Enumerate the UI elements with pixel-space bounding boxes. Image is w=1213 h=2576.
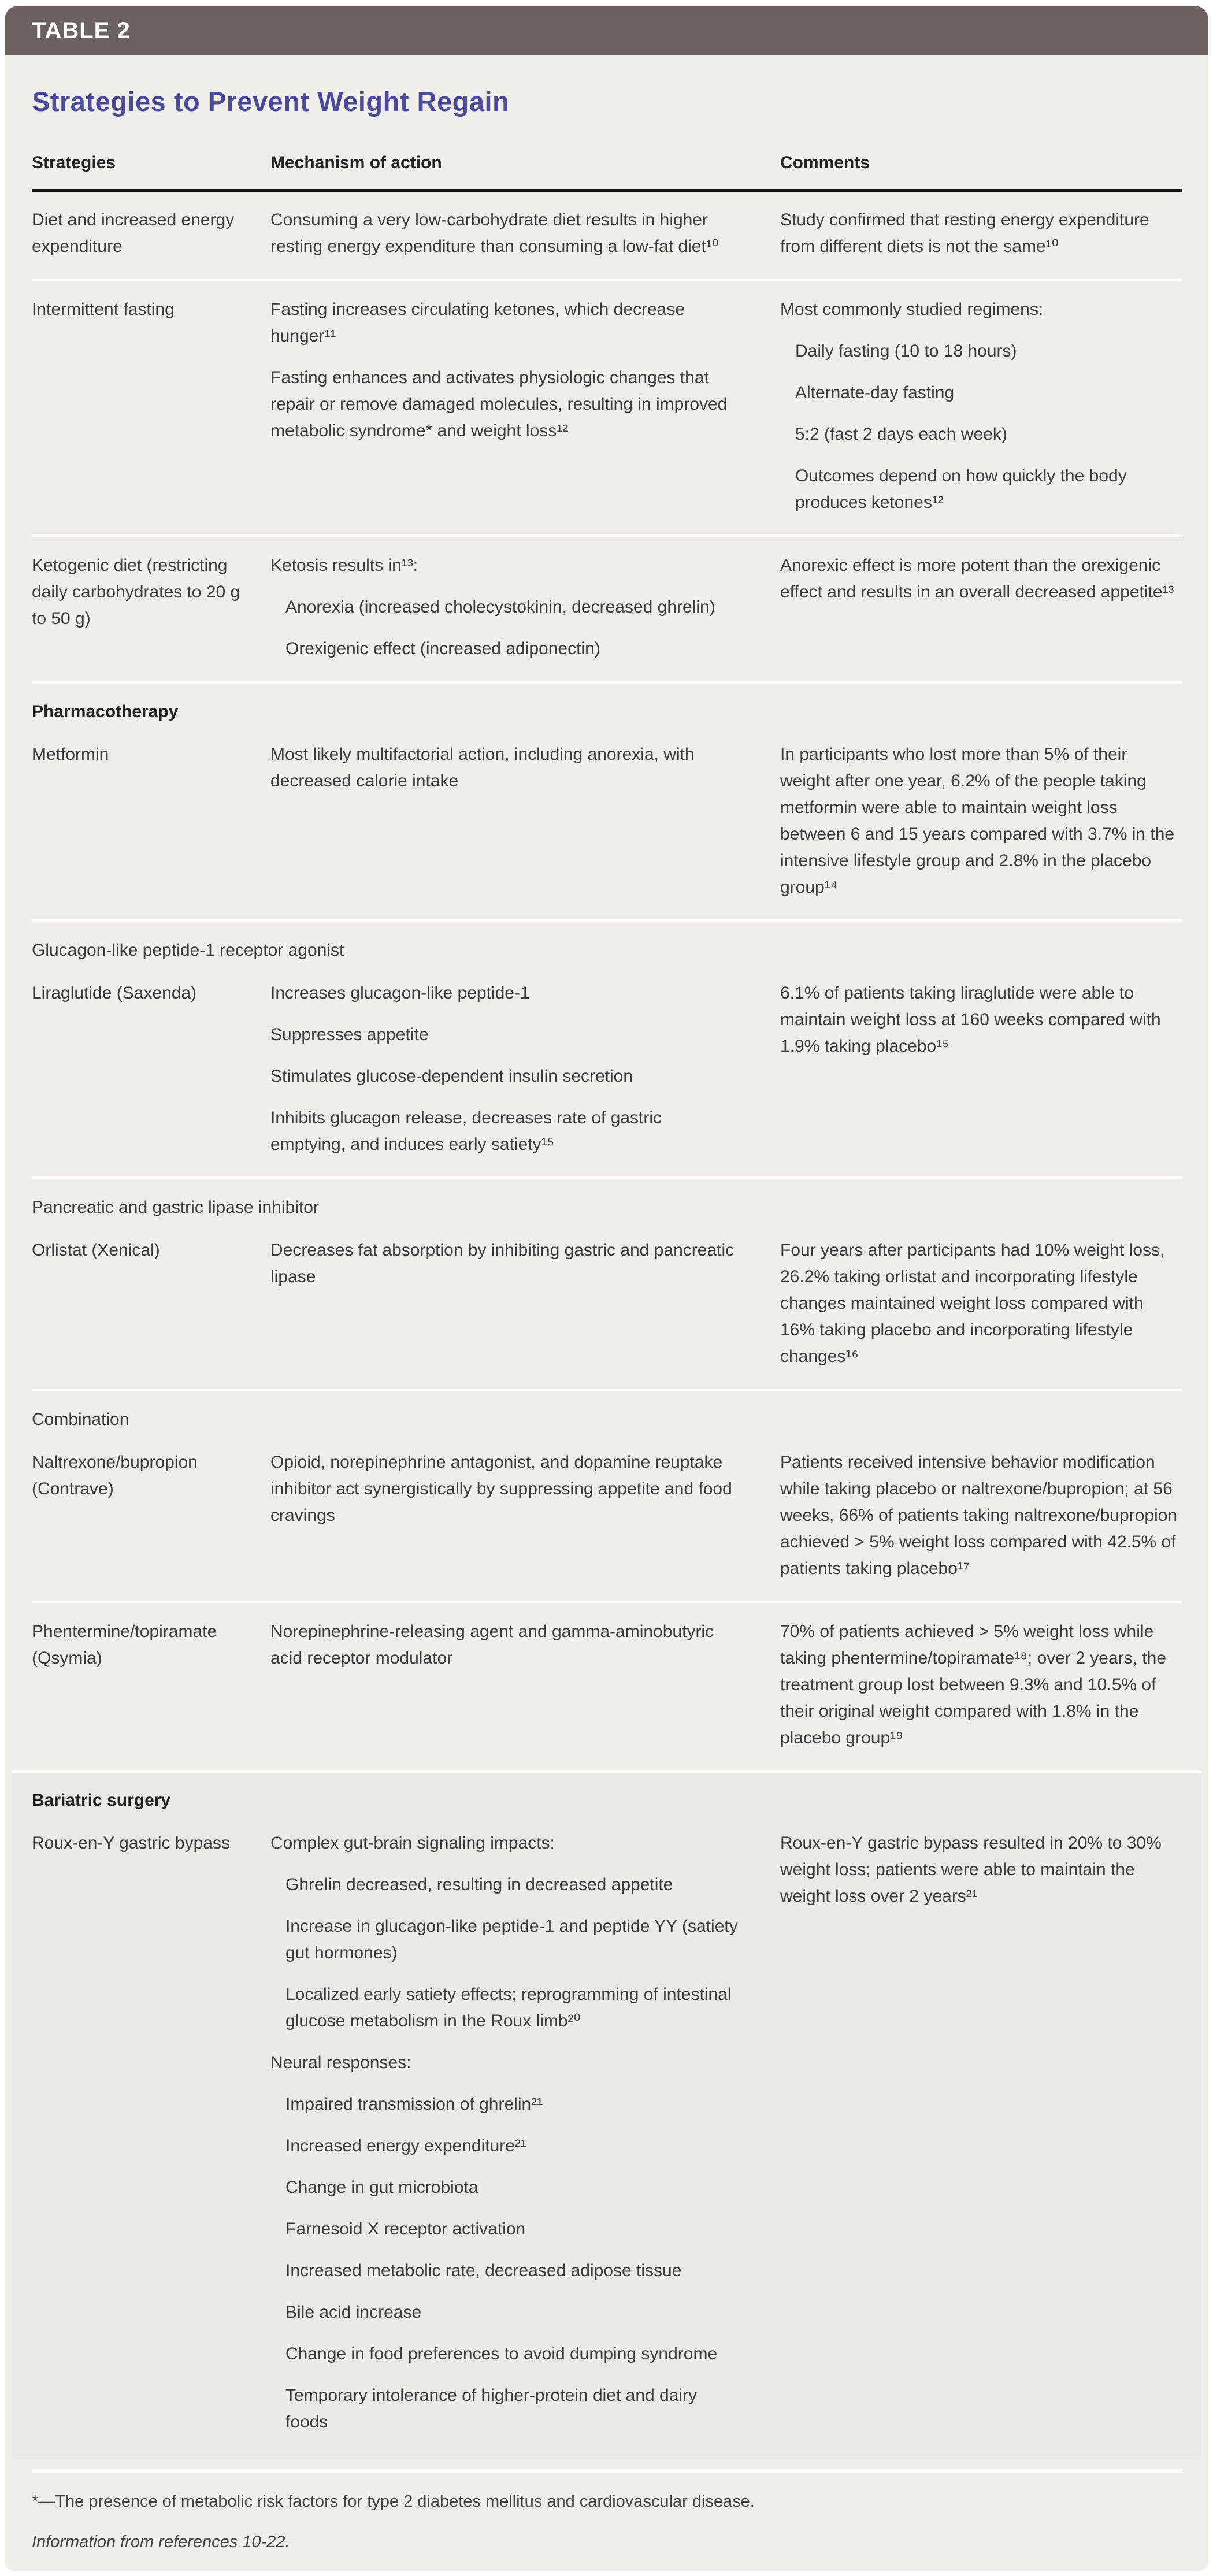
strategy-cell: [32, 980, 270, 1158]
table-row: [32, 980, 1182, 1158]
mechanism-cell-paragraph: Farnesoid X receptor activation: [285, 2219, 526, 2239]
strategy-cell: [32, 741, 270, 901]
comments-cell-paragraph: Study confirmed that resting energy expenditure from different diets is not the same¹⁰: [780, 210, 1149, 256]
strategy-text: Intermittent fasting: [32, 300, 175, 319]
comments-cell-paragraph: Patients received intensive behavior modification while taking placebo or naltrexone/bupropion; at 56 weeks, 66% of patients taking naltrexone/bupropion achieved > 5% weight loss compared with 42.5% of patients taking placebo¹⁷: [780, 1453, 1178, 1578]
table-block: [32, 279, 1182, 534]
strategy-cell: [32, 1237, 270, 1370]
comments-cell: [780, 1449, 1182, 1582]
comments-cell-paragraph: Daily fasting (10 to 18 hours): [795, 342, 1017, 361]
comments-cell: [780, 296, 1182, 516]
strategy-cell: [32, 207, 270, 260]
comments-cell-paragraph: In participants who lost more than 5% of their weight after one year, 6.2% of the people taking metformin were able to maintain weight loss between 6 and 15 years compared with 3.7% in the intensive lifestyle group and 2.8% in the placebo group¹⁴: [780, 745, 1175, 897]
comments-cell-paragraph: Roux-en-Y gastric bypass resulted in 20% to 30% weight loss; patients were able to maintain the weight loss over 2 years²¹: [780, 1833, 1162, 1906]
table-block: [32, 192, 1182, 279]
column-header-strategies: Strategies: [32, 153, 116, 172]
mechanism-cell-paragraph: Orexigenic effect (increased adiponectin): [285, 639, 600, 658]
table-row: [32, 1237, 1182, 1370]
strategy-cell: [32, 1449, 270, 1582]
table-block: [32, 919, 1182, 1176]
mechanism-cell-paragraph: Ketosis results in¹³:: [270, 556, 418, 575]
mechanism-cell: [270, 980, 780, 1158]
strategy-cell: [32, 1619, 270, 1751]
comments-cell-paragraph: Anorexic effect is more potent than the orexigenic effect and results in an overall decreased appetite¹³: [780, 556, 1174, 602]
strategy-text: Liraglutide (Saxenda): [32, 983, 197, 1003]
strategy-text: Ketogenic diet (restricting daily carbohydrates to 20 g to 50 g): [32, 556, 240, 628]
mechanism-cell-paragraph: Localized early satiety effects; reprogramming of intestinal glucose metabolism in the Roux limb²⁰: [285, 1985, 732, 2031]
table-row: [32, 1619, 1182, 1751]
mechanism-cell: [270, 1830, 780, 2436]
mechanism-cell: [270, 552, 780, 662]
mechanism-cell-paragraph: Increased energy expenditure²¹: [285, 2136, 526, 2155]
table-block: [32, 1601, 1182, 1770]
mechanism-cell-paragraph: Bile acid increase: [285, 2303, 422, 2322]
strategy-text: Roux-en-Y gastric bypass: [32, 1833, 230, 1853]
table-row: [32, 1830, 1182, 2436]
mechanism-cell: [270, 1449, 780, 1582]
comments-cell-paragraph: Alternate-day fasting: [795, 383, 955, 402]
comments-cell-paragraph: 70% of patients achieved > 5% weight loss while taking phentermine/topiramate¹⁸; over 2 years, the treatment group lost between 9.3% and 10.5% of their original weight compared with 1.8% in the placebo group¹⁹: [780, 1622, 1166, 1747]
strategy-text: Phentermine/topiramate (Qsymia): [32, 1622, 217, 1668]
strategy-cell: [32, 1830, 270, 2436]
table-content: [5, 117, 1208, 2553]
comments-cell-paragraph: Most commonly studied regimens:: [780, 300, 1044, 319]
comments-cell-paragraph: 5:2 (fast 2 days each week): [795, 425, 1007, 444]
mechanism-cell-paragraph: Increases glucagon-like peptide-1: [270, 983, 530, 1003]
table-row: [32, 741, 1182, 901]
table-title: Strategies to Prevent Weight Regain: [32, 86, 510, 117]
comments-cell-paragraph: 6.1% of patients taking liraglutide were able to maintain weight loss at 160 weeks compared with 1.9% taking placebo¹⁵: [780, 983, 1161, 1056]
section-header: Pancreatic and gastric lipase inhibitor: [32, 1198, 319, 1217]
table-card: [5, 6, 1208, 2571]
comments-cell: [780, 741, 1182, 901]
table-section-shaded: [12, 1770, 1201, 2459]
mechanism-cell-paragraph: Suppresses appetite: [270, 1025, 429, 1044]
footnote-source: Information from references 10-22.: [32, 2533, 290, 2551]
strategy-cell: [32, 552, 270, 662]
mechanism-cell-paragraph: Neural responses:: [270, 2053, 411, 2072]
mechanism-cell: [270, 296, 780, 516]
table-rows: [32, 192, 1182, 2459]
comments-cell: [780, 552, 1182, 662]
comments-cell-paragraph: Four years after participants had 10% weight loss, 26.2% taking orlistat and incorporating lifestyle changes maintained weight loss compared with 16% taking placebo and incorporating lifestyle changes¹⁶: [780, 1241, 1165, 1366]
strategy-cell: [32, 296, 270, 516]
section-header: Glucagon-like peptide-1 receptor agonist: [32, 941, 344, 960]
table-body: [5, 55, 1208, 2571]
mechanism-cell-paragraph: Ghrelin decreased, resulting in decreased appetite: [285, 1875, 673, 1894]
mechanism-cell-paragraph: Change in food preferences to avoid dumping syndrome: [285, 2344, 718, 2363]
column-header-mechanism: Mechanism of action: [270, 153, 442, 172]
mechanism-cell-paragraph: Change in gut microbiota: [285, 2178, 478, 2197]
table-row: [32, 552, 1182, 662]
footnote-asterisk: *—The presence of metabolic risk factors for type 2 diabetes mellitus and cardiovascular disease.: [32, 2492, 755, 2511]
strategy-text: Metformin: [32, 745, 109, 764]
mechanism-cell-paragraph: Impaired transmission of ghrelin²¹: [285, 2095, 543, 2114]
mechanism-cell-paragraph: Fasting enhances and activates physiologic changes that repair or remove damaged molecules, resulting in improved metabolic syndrome* and weight loss¹²: [270, 368, 728, 440]
comments-cell: [780, 1619, 1182, 1751]
table-tag: TABLE 2: [32, 17, 131, 43]
mechanism-cell-paragraph: Decreases fat absorption by inhibiting gastric and pancreatic lipase: [270, 1241, 735, 1286]
column-header-comments: Comments: [780, 153, 870, 172]
table-row: [32, 1449, 1182, 1582]
mechanism-cell-paragraph: Stimulates glucose-dependent insulin secretion: [270, 1067, 633, 1086]
section-header: Bariatric surgery: [32, 1791, 171, 1810]
mechanism-cell-paragraph: Anorexia (increased cholecystokinin, decreased ghrelin): [285, 597, 715, 617]
section-header: Combination: [32, 1410, 129, 1429]
mechanism-cell: [270, 207, 780, 260]
comments-cell: [780, 980, 1182, 1158]
mechanism-cell-paragraph: Opioid, norepinephrine antagonist, and dopamine reuptake inhibitor act synergistically by suppressing appetite and food cravings: [270, 1453, 732, 1525]
mechanism-cell-paragraph: Temporary intolerance of higher-protein diet and dairy foods: [285, 2386, 698, 2432]
strategy-text: Diet and increased energy expenditure: [32, 210, 235, 256]
table-header-bar: [5, 6, 1208, 55]
comments-cell: [780, 1237, 1182, 1370]
mechanism-cell-paragraph: Consuming a very low-carbohydrate diet results in higher resting energy expenditure than consuming a low-fat diet¹⁰: [270, 210, 719, 256]
mechanism-cell-paragraph: Norepinephrine-releasing agent and gamma-aminobutyric acid receptor modulator: [270, 1622, 714, 1668]
table-row: [32, 296, 1182, 516]
mechanism-cell-paragraph: Fasting increases circulating ketones, which decrease hunger¹¹: [270, 300, 685, 346]
table-row: [32, 207, 1182, 260]
mechanism-cell: [270, 1237, 780, 1370]
comments-cell: [780, 207, 1182, 260]
comments-cell: [780, 1830, 1182, 2436]
table-block: [32, 681, 1182, 919]
mechanism-cell: [270, 741, 780, 901]
table-block: [32, 534, 1182, 681]
section-header: Pharmacotherapy: [32, 702, 179, 721]
comments-cell-paragraph: Outcomes depend on how quickly the body produces ketones¹²: [795, 466, 1127, 512]
table-block: [32, 1176, 1182, 1389]
column-header-row: [32, 117, 1182, 189]
mechanism-cell-paragraph: Increased metabolic rate, decreased adipose tissue: [285, 2261, 682, 2280]
table-block: [32, 1389, 1182, 1601]
strategy-text: Naltrexone/bupropion (Contrave): [32, 1453, 198, 1498]
mechanism-cell-paragraph: Complex gut-brain signaling impacts:: [270, 1833, 555, 1853]
strategy-text: Orlistat (Xenical): [32, 1241, 160, 1260]
mechanism-cell-paragraph: Increase in glucagon-like peptide-1 and peptide YY (satiety gut hormones): [285, 1917, 738, 1962]
mechanism-cell: [270, 1619, 780, 1751]
mechanism-cell-paragraph: Most likely multifactorial action, including anorexia, with decreased calorie intake: [270, 745, 695, 790]
mechanism-cell-paragraph: Inhibits glucagon release, decreases rate of gastric emptying, and induces early satiety¹⁵: [270, 1108, 662, 1154]
